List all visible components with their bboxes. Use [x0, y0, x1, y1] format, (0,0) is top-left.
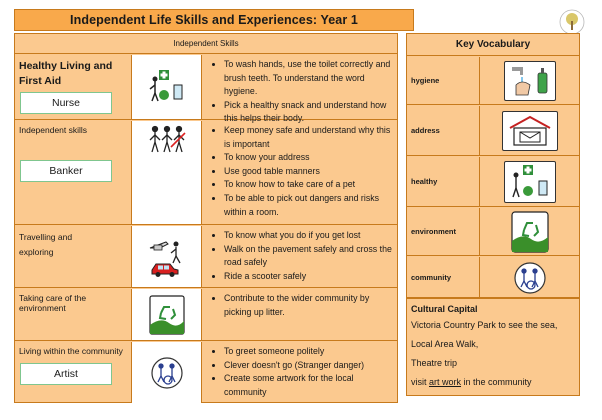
cultural-capital-panel: [406, 298, 580, 396]
capital-line: Victoria Country Park to see the sea,: [411, 320, 558, 330]
community-icon: [513, 261, 547, 295]
vocab-row-healthy: [407, 157, 579, 207]
list-item: • To be able to pick out dangers and risks within a room.: [224, 192, 393, 219]
skill-items: [202, 55, 397, 124]
vocab-row-hygiene: [407, 57, 579, 105]
vocab-header: Key Vocabulary: [407, 34, 579, 56]
vocab-word: environment: [407, 208, 480, 255]
vocab-row-environment: [407, 208, 579, 256]
vocab-word: healthy: [407, 157, 480, 206]
cultural-capital-title: Cultural Capital: [411, 304, 478, 314]
hand-washing-icon: [504, 61, 556, 101]
list-item: • Use good table manners: [224, 165, 393, 179]
vocab-picture: [480, 157, 579, 206]
skill-row-community: [15, 342, 397, 403]
recycling-icon: [511, 211, 549, 253]
skill-name: Healthy Living and First Aid Nurse: [15, 55, 132, 119]
skill-row-environment: [15, 289, 397, 341]
list-item: • Walk on the pavement safely and cross the road safely: [224, 243, 393, 270]
role-badge-nurse: Nurse: [20, 92, 112, 114]
list-item: • Ride a scooter safely: [224, 270, 393, 284]
skill-items: [202, 226, 397, 287]
skill-row-healthy-living: [15, 55, 397, 124]
vocab-row-community: [407, 257, 579, 298]
vocab-picture: [480, 208, 579, 255]
list-item: • Create some artwork for the local community: [224, 372, 393, 399]
page-title: Independent Life Skills and Experiences: Year 1: [14, 9, 414, 31]
list-item: • Pick a healthy snack and understand how this helps their body.: [224, 99, 393, 126]
skill-row-independent: [15, 121, 397, 225]
skill-items: [202, 289, 397, 340]
health-icon: [132, 55, 202, 119]
key-vocabulary-panel: [406, 33, 580, 298]
list-item: • To know what you do if you get lost: [224, 229, 393, 243]
people-group-icon: [132, 121, 202, 224]
skills-table: [14, 33, 398, 403]
vocab-word: hygiene: [407, 57, 480, 104]
travel-icon: [132, 226, 202, 287]
role-badge-artist: Artist: [20, 363, 112, 385]
vocab-word: address: [407, 106, 480, 155]
list-item: • To know your address: [224, 151, 393, 165]
skill-name: Taking care of the environment: [15, 289, 132, 340]
skills-header: Independent Skills: [15, 34, 397, 54]
skill-items: [202, 342, 397, 403]
list-item: • To greet someone politely: [224, 345, 393, 359]
skill-name: Travelling and exploring: [15, 226, 132, 287]
healthy-icon: [504, 161, 556, 203]
skill-name: Independent skills Banker: [15, 121, 132, 224]
vocab-row-address: [407, 106, 579, 156]
community-icon: [132, 342, 202, 403]
vocab-picture: [480, 57, 579, 104]
vocab-picture: [480, 257, 579, 298]
house-icon: [502, 111, 558, 151]
capital-line: Theatre trip: [411, 358, 458, 368]
list-item: • To wash hands, use the toilet correctly and brush teeth. To understand the word hygiene.: [224, 58, 393, 99]
vocab-picture: [480, 106, 579, 155]
skill-row-travelling: [15, 226, 397, 288]
role-badge-banker: Banker: [20, 160, 112, 182]
list-item: • Clever doesn't go (Stranger danger): [224, 359, 393, 373]
recycling-icon: [132, 289, 202, 340]
vocab-word: community: [407, 257, 480, 298]
skill-name: Living within the community Artist: [15, 342, 132, 403]
capital-line: Local Area Walk,: [411, 339, 479, 349]
list-item: • Keep money safe and understand why this is important: [224, 124, 393, 151]
skill-items: [202, 121, 397, 224]
list-item: • Contribute to the wider community by picking up litter.: [224, 292, 393, 319]
list-item: • To know how to take care of a pet: [224, 178, 393, 192]
capital-line: visit art work in the community: [411, 377, 532, 387]
